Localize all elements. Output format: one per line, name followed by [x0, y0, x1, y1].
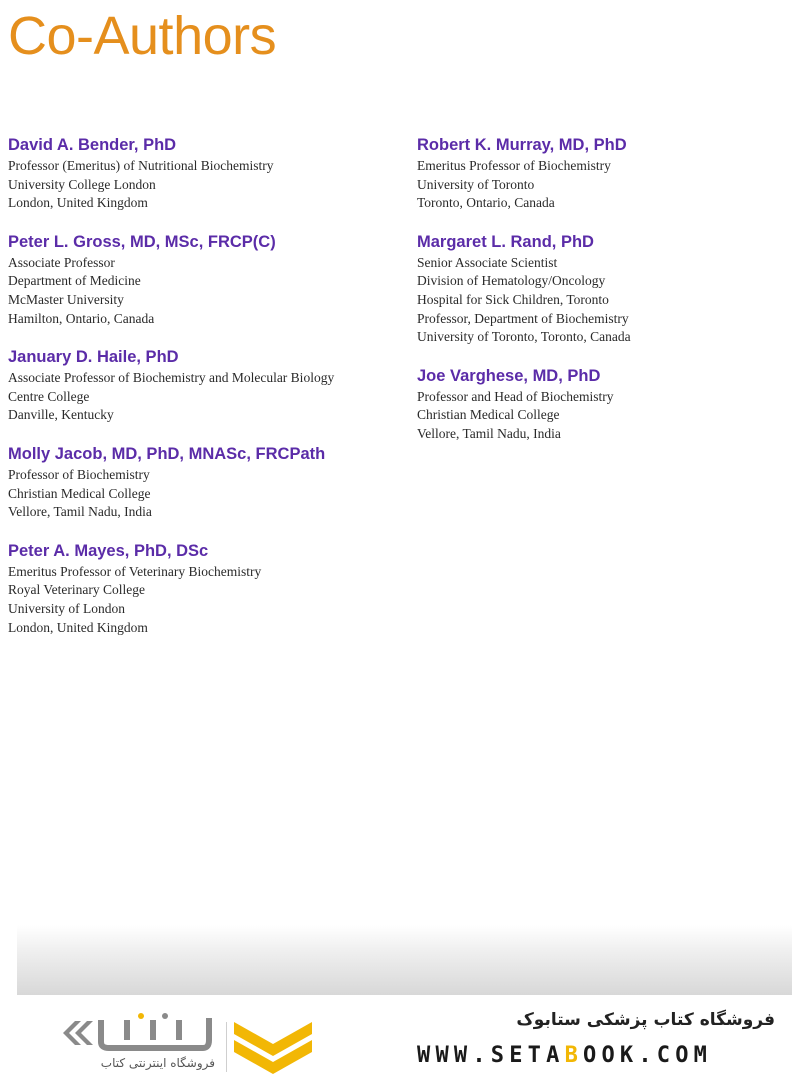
author-name: Robert K. Murray, MD, PhD — [417, 136, 627, 154]
author-name: Molly Jacob, MD, PhD, MNASc, FRCPath — [8, 444, 326, 463]
website-link[interactable] — [417, 1043, 712, 1068]
author-name: Peter L. Gross, MD, MSc, FRCP(C) — [8, 232, 276, 251]
author-affiliation-line: Vellore, Tamil Nadu, India — [417, 425, 561, 441]
author-affiliation-line: Toronto, Ontario, Canada — [417, 195, 555, 211]
author-affiliation-line: Christian Medical College — [8, 485, 151, 501]
author-entry — [8, 345, 408, 425]
author-affiliation-line: Associate Professor of Biochemistry and Molecular Biology — [8, 370, 335, 386]
author-entry — [8, 539, 408, 637]
author-affiliation-line: Emeritus Professor of Veterinary Biochemistry — [8, 563, 262, 579]
author-affiliation-line: Professor of Biochemistry — [8, 466, 150, 482]
author-affiliation-line: University of Toronto, Toronto, Canada — [417, 329, 631, 345]
author-affiliation-line: Hamilton, Ontario, Canada — [8, 310, 155, 326]
author-entry — [8, 442, 408, 522]
setabook-chevron-logo-icon — [232, 1018, 314, 1076]
author-entry — [8, 230, 408, 328]
author-affiliation-line: Professor, Department of Biochemistry — [417, 310, 629, 326]
logo-divider — [226, 1022, 227, 1072]
logo-subtitle: فروشگاه اینترنتی کتاب — [100, 1056, 215, 1070]
author-affiliation-line: London, United Kingdom — [8, 195, 148, 211]
author-name: January D. Haile, PhD — [8, 348, 179, 367]
author-affiliation-line: Vellore, Tamil Nadu, India — [8, 504, 152, 520]
author-entry — [417, 230, 802, 347]
author-name: Peter A. Mayes, PhD, DSc — [8, 541, 209, 560]
author-entry — [417, 133, 802, 213]
author-affiliation-line: Division of Hematology/Oncology — [417, 273, 606, 289]
author-affiliation-line: Danville, Kentucky — [8, 407, 114, 423]
website-pre: WWW.SETA — [417, 1043, 565, 1068]
author-entry — [417, 364, 802, 444]
page-title: Co-Authors — [8, 6, 277, 66]
author-affiliation-line: Department of Medicine — [8, 273, 141, 289]
author-affiliation-line: McMaster University — [8, 291, 124, 307]
author-affiliation-line: Centre College — [8, 388, 90, 404]
author-affiliation-line: Professor and Head of Biochemistry — [417, 388, 614, 404]
author-affiliation-line: University of Toronto — [417, 176, 535, 192]
author-affiliation-line: University College London — [8, 176, 156, 192]
author-affiliation-line: Royal Veterinary College — [8, 582, 145, 598]
author-affiliation-line: Hospital for Sick Children, Toronto — [417, 291, 609, 307]
authors-right-column — [417, 133, 802, 461]
author-affiliation-line: Associate Professor — [8, 254, 115, 270]
author-name: David A. Bender, PhD — [8, 136, 177, 154]
author-name: Margaret L. Rand, PhD — [417, 232, 594, 251]
author-affiliation-line: Professor (Emeritus) of Nutritional Biochemistry — [8, 158, 274, 173]
store-name: فروشگاه کتاب پزشکی ستابوک — [516, 1010, 775, 1030]
setabook-logo-wordmark — [55, 1010, 215, 1056]
author-affiliation-line: University of London — [8, 600, 125, 616]
website-highlight: B — [564, 1043, 584, 1068]
website-post: OOK.COM — [583, 1043, 713, 1068]
author-affiliation-line: Christian Medical College — [417, 407, 560, 423]
author-affiliation-line: Senior Associate Scientist — [417, 254, 558, 270]
authors-left-column — [8, 133, 408, 654]
page-shadow — [17, 925, 792, 995]
author-affiliation-line: London, United Kingdom — [8, 619, 148, 635]
author-entry — [8, 133, 408, 213]
author-affiliation-line: Emeritus Professor of Biochemistry — [417, 158, 611, 173]
author-name: Joe Varghese, MD, PhD — [417, 366, 601, 385]
